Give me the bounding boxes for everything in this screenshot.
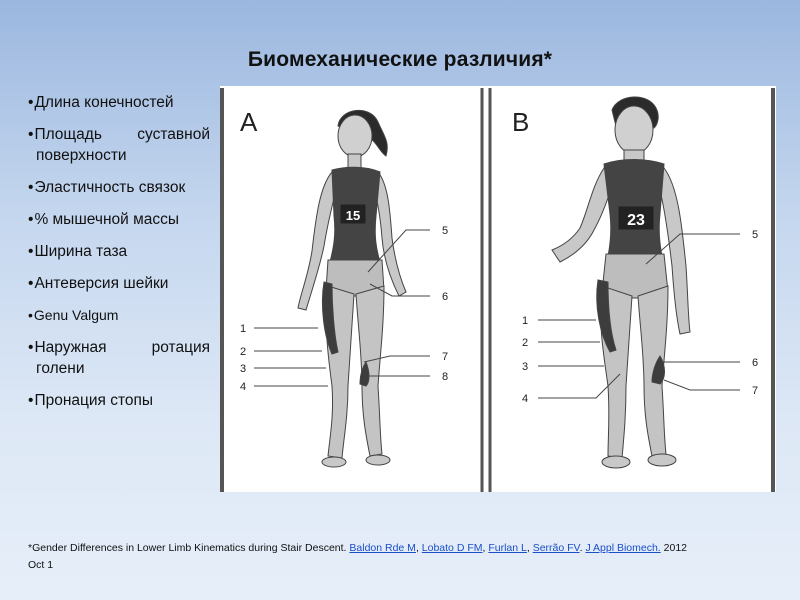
bullet-item: •Антеверсия шейки <box>28 275 169 292</box>
bullet-item: •Пронация стопы <box>28 392 154 409</box>
callout-label: 5 <box>752 229 759 241</box>
callout-label: 3 <box>522 361 529 373</box>
callout-label: 1 <box>240 323 247 335</box>
author-link[interactable]: Serrão FV <box>532 542 580 554</box>
bullet-item: •Эластичность связок <box>28 179 186 196</box>
footnote: *Gender Differences in Lower Limb Kinematics during Stair Descent. Baldon Rde M, Lobato D FM, Furlan L, Serrão FV. J Appl Biomech. 2012 Oct 1 <box>28 542 688 571</box>
bullet-item: •Площадь суставной поверхности <box>28 126 210 164</box>
callout-label: 3 <box>240 363 247 375</box>
callout-label: 4 <box>522 393 529 405</box>
author-link[interactable]: Baldon Rde M <box>349 542 416 554</box>
bullet-item: •% мышечной массы <box>28 211 180 228</box>
bullet-item: •Genu Valgum <box>28 307 119 323</box>
bullet-item: •Наружная ротация голени <box>28 339 210 377</box>
callout-label: 2 <box>240 346 247 358</box>
journal-link[interactable]: J Appl Biomech. <box>585 542 661 554</box>
callout-label: 8 <box>442 371 449 383</box>
callout-label: 4 <box>240 381 247 393</box>
jersey-number-b: 23 <box>627 212 645 229</box>
bullet-list <box>28 92 210 422</box>
bullet-item: •Ширина таза <box>28 243 128 260</box>
bullet-item: •Длина конечностей <box>28 94 174 111</box>
anatomy-figure <box>220 86 776 492</box>
author-link[interactable]: Lobato D FM <box>421 542 483 554</box>
slide-title: Биомеханические различия* <box>247 48 553 71</box>
panel-b-label: B <box>512 107 530 137</box>
jersey-number-a: 15 <box>345 208 361 223</box>
callout-label: 2 <box>522 337 529 349</box>
callout-label: 7 <box>442 351 449 363</box>
panel-a-label: A <box>240 107 258 137</box>
callout-label: 1 <box>522 315 529 327</box>
callout-label: 7 <box>752 385 759 397</box>
callout-label: 6 <box>752 357 759 369</box>
callout-label: 5 <box>442 225 449 237</box>
author-link[interactable]: Furlan L <box>488 542 527 554</box>
callout-label: 6 <box>442 291 449 303</box>
